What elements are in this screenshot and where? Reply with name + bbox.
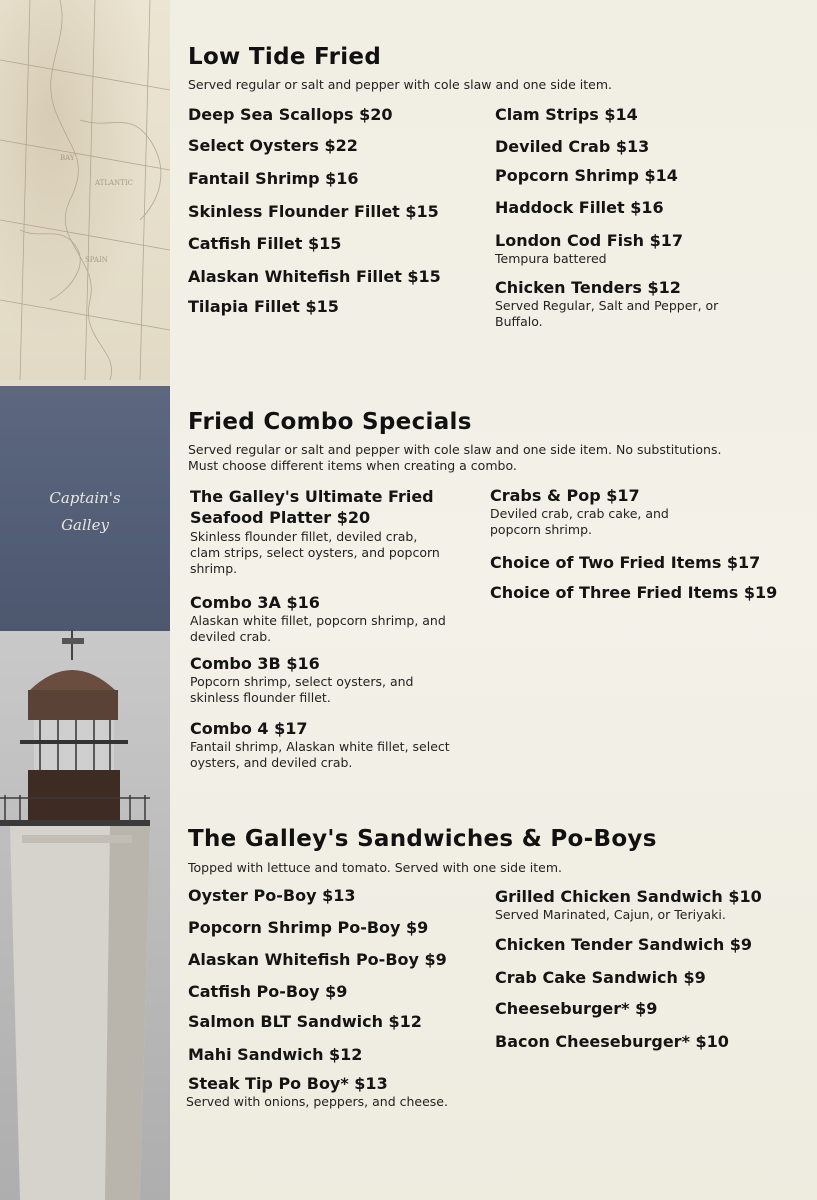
menu-item <box>495 231 683 267</box>
item-name: Chicken Tenders $12 <box>495 278 681 297</box>
item-description: Alaskan white fillet, popcorn shrimp, and deviled crab. <box>190 613 446 644</box>
menu-item: Choice of Two Fried Items $17 <box>490 553 761 572</box>
menu-item <box>495 278 725 330</box>
menu-item: Popcorn Shrimp Po-Boy $9 <box>188 918 429 937</box>
menu-item: Clam Strips $14 <box>495 105 638 124</box>
menu-item: Bacon Cheeseburger* $10 <box>495 1032 729 1051</box>
logo-line-2: Galley <box>61 516 109 534</box>
menu-item <box>190 593 470 645</box>
item-name: Combo 4 $17 <box>190 719 308 738</box>
item-description: Popcorn shrimp, select oysters, and skinless flounder fillet. <box>190 674 414 705</box>
vintage-map-image <box>0 0 170 380</box>
menu-item: Haddock Fillet $16 <box>495 198 664 217</box>
menu-item <box>495 887 762 923</box>
menu-item: Alaskan Whitefish Fillet $15 <box>188 267 441 286</box>
menu-item: Fantail Shrimp $16 <box>188 169 359 188</box>
item-description: Served with onions, peppers, and cheese. <box>186 1094 448 1109</box>
menu-item: Oyster Po-Boy $13 <box>188 886 356 905</box>
captains-galley-logo <box>0 485 170 539</box>
item-description: Fantail shrimp, Alaskan white fillet, select oysters, and deviled crab. <box>190 739 450 770</box>
menu-item: Tilapia Fillet $15 <box>188 297 339 316</box>
decorative-sidebar <box>0 0 170 1200</box>
svg-text:SPAIN: SPAIN <box>85 256 108 264</box>
section-title-fried-combo-specials: Fried Combo Specials <box>188 409 472 435</box>
item-name: Steak Tip Po Boy* $13 <box>188 1074 388 1093</box>
section-subtitle-combo: Served regular or salt and pepper with cole slaw and one side item. No substitutions. Must choose different items when creating a combo. <box>188 442 722 473</box>
item-name: The Galley's Ultimate Fried Seafood Platter $20 <box>190 487 434 527</box>
section-title-sandwiches: The Galley's Sandwiches & Po-Boys <box>188 826 657 852</box>
menu-item: Catfish Po-Boy $9 <box>188 982 348 1001</box>
item-description: Tempura battered <box>495 251 607 266</box>
item-name: Combo 3A $16 <box>190 593 320 612</box>
menu-item: Salmon BLT Sandwich $12 <box>188 1012 422 1031</box>
item-description: Served Marinated, Cajun, or Teriyaki. <box>495 907 726 922</box>
item-name: Grilled Chicken Sandwich $10 <box>495 887 762 906</box>
item-description: Deviled crab, crab cake, and popcorn shrimp. <box>490 506 669 537</box>
menu-content <box>170 0 817 1200</box>
section-subtitle-low-tide: Served regular or salt and pepper with cole slaw and one side item. <box>188 77 612 92</box>
menu-item <box>490 486 690 538</box>
item-name: Crabs & Pop $17 <box>490 486 640 505</box>
menu-item <box>190 719 470 771</box>
menu-item: Choice of Three Fried Items $19 <box>490 583 778 602</box>
menu-item: Select Oysters $22 <box>188 136 358 155</box>
menu-item: Crab Cake Sandwich $9 <box>495 968 706 987</box>
item-description: Served Regular, Salt and Pepper, or Buffalo. <box>495 298 719 329</box>
lighthouse-image <box>0 630 170 1200</box>
menu-item: Popcorn Shrimp $14 <box>495 166 678 185</box>
section-subtitle-sandwiches: Topped with lettuce and tomato. Served with one side item. <box>188 860 562 875</box>
menu-item: Cheeseburger* $9 <box>495 999 658 1018</box>
menu-item: Chicken Tender Sandwich $9 <box>495 935 753 954</box>
logo-line-1: Captain's <box>49 489 121 507</box>
svg-text:BAY: BAY <box>60 154 75 162</box>
item-name: London Cod Fish $17 <box>495 231 684 250</box>
menu-item <box>188 1074 448 1110</box>
menu-item <box>190 486 460 577</box>
menu-item: Mahi Sandwich $12 <box>188 1045 363 1064</box>
menu-item: Catfish Fillet $15 <box>188 234 342 253</box>
menu-item: Skinless Flounder Fillet $15 <box>188 202 439 221</box>
menu-item: Deep Sea Scallops $20 <box>188 105 393 124</box>
item-name: Combo 3B $16 <box>190 654 320 673</box>
svg-text:ATLANTIC: ATLANTIC <box>95 179 133 187</box>
item-description: Skinless flounder fillet, deviled crab, clam strips, select oysters, and popcorn shrimp. <box>190 529 440 576</box>
menu-item <box>190 654 470 706</box>
section-title-low-tide-fried: Low Tide Fried <box>188 44 382 70</box>
menu-item: Alaskan Whitefish Po-Boy $9 <box>188 950 447 969</box>
menu-item: Deviled Crab $13 <box>495 137 650 156</box>
